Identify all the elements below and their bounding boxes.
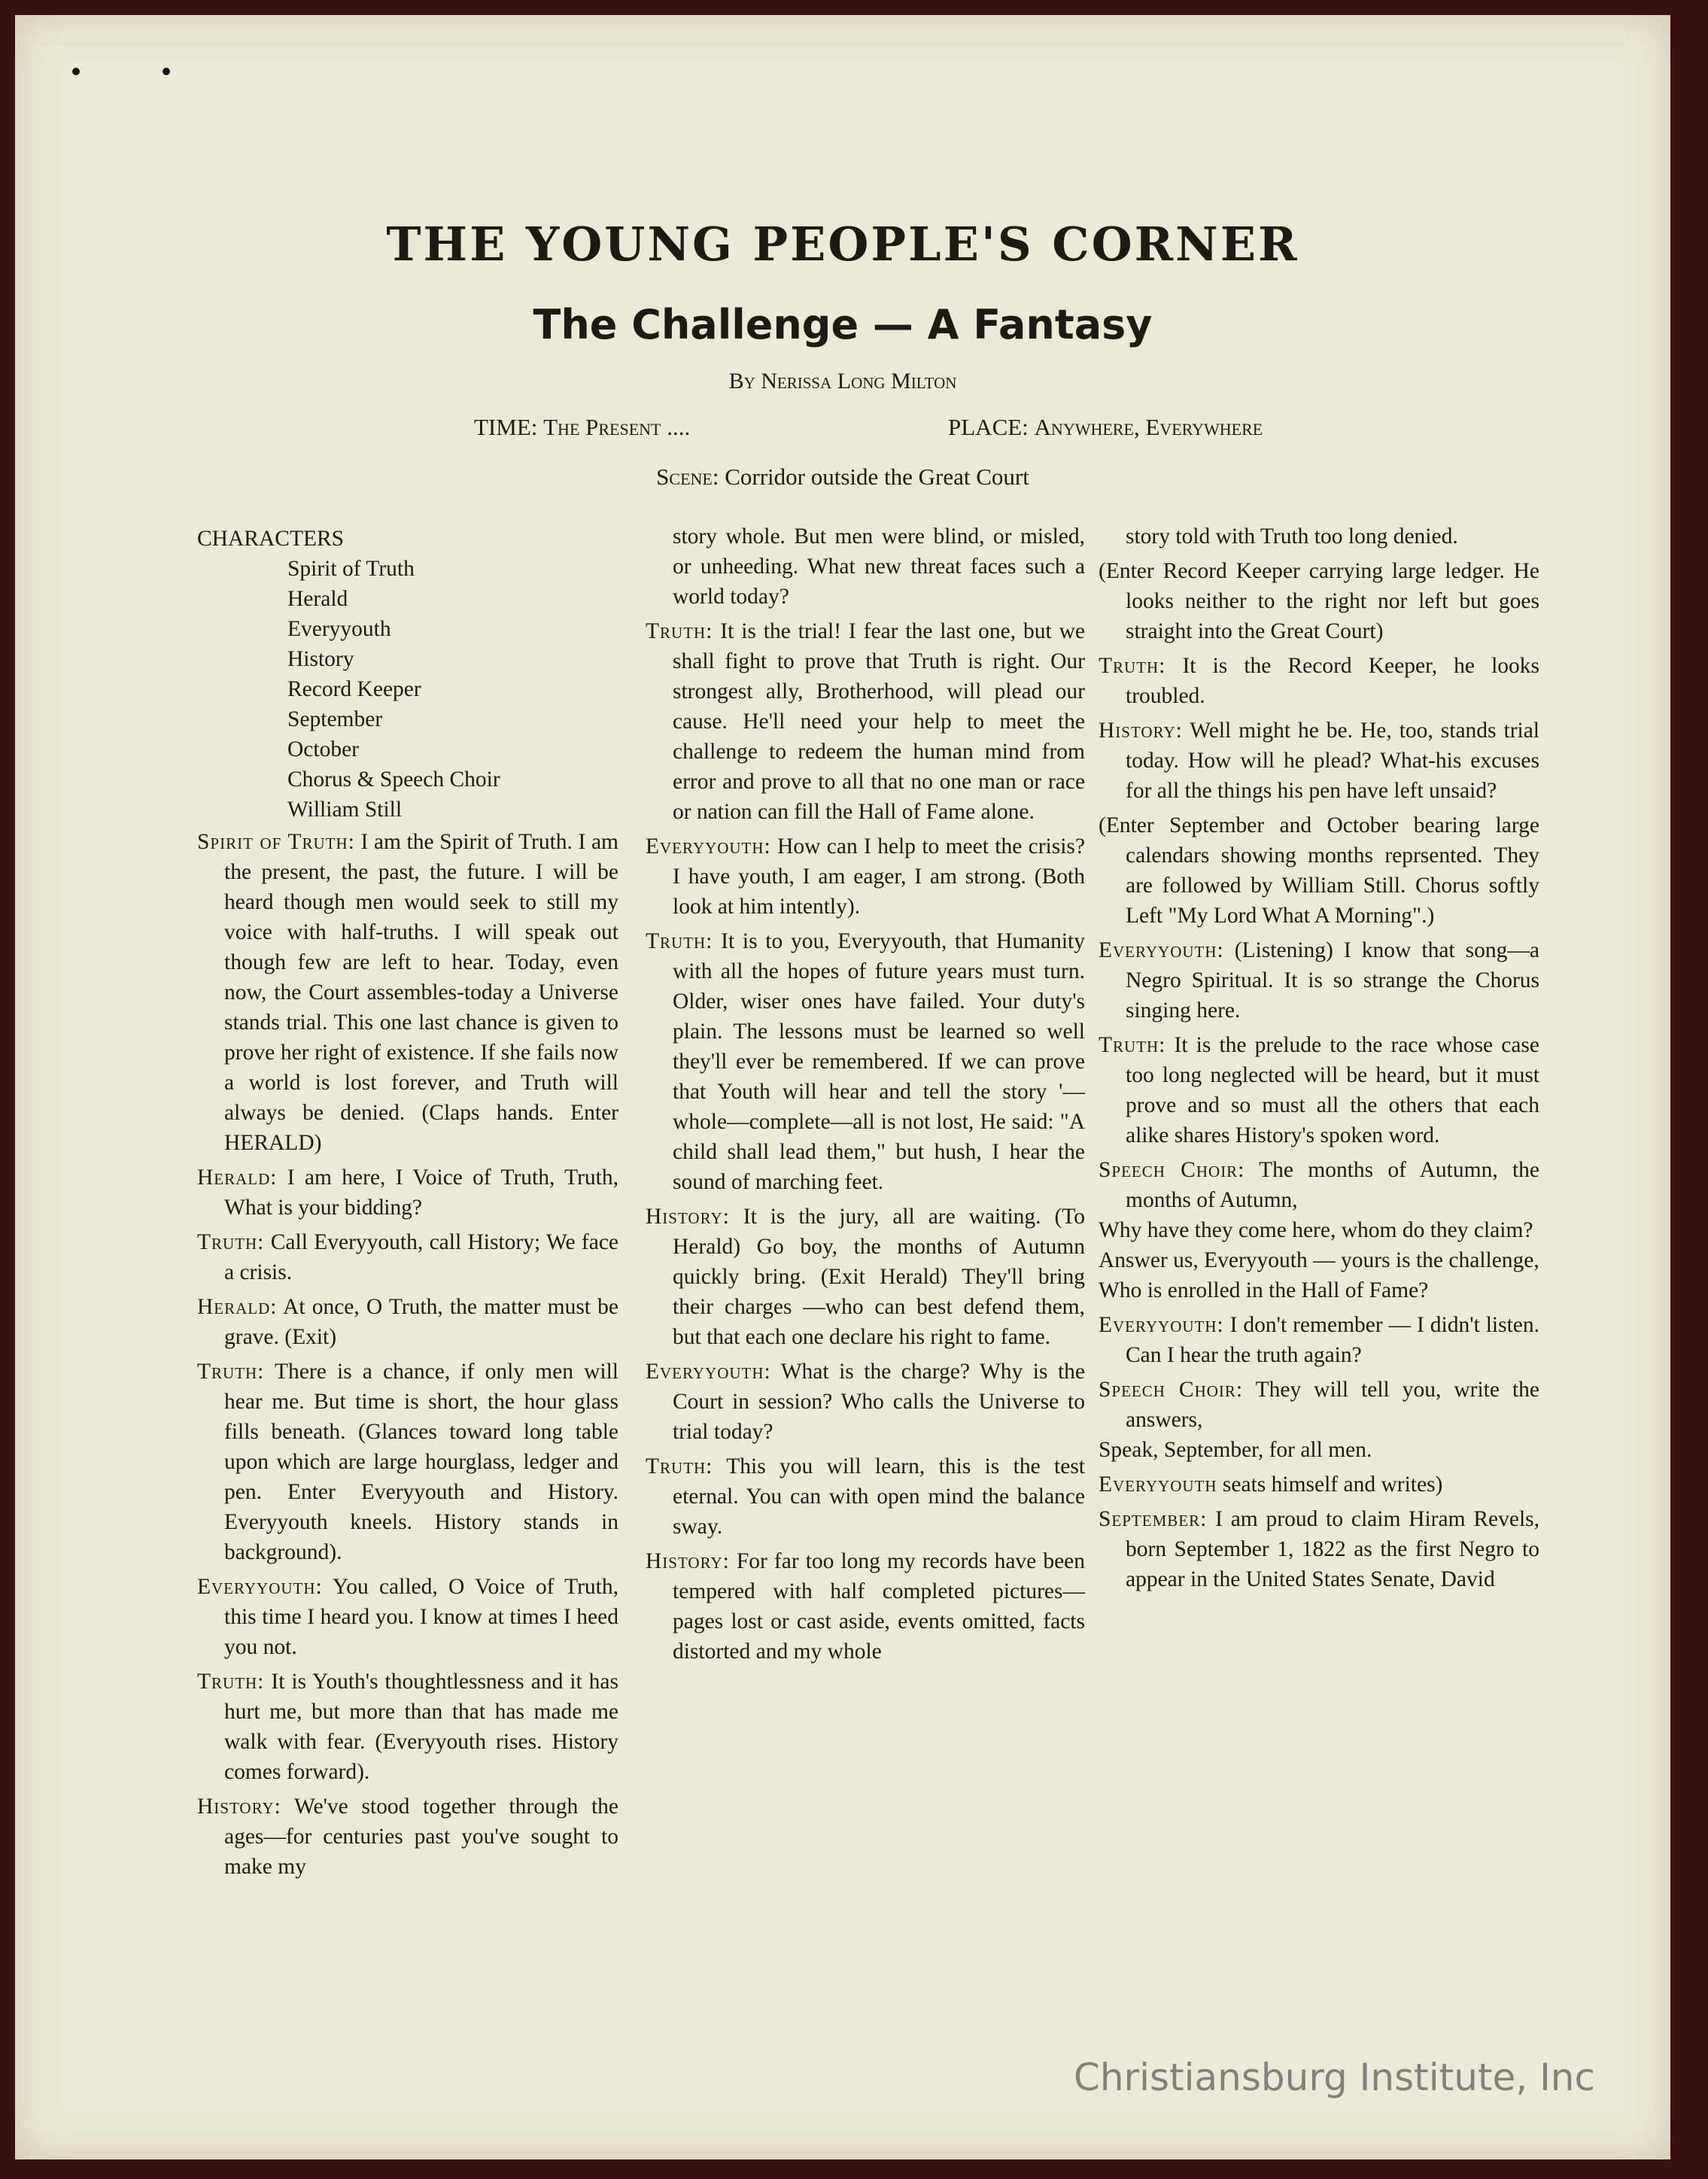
speaker: History: (197, 1795, 281, 1819)
column-1 (197, 519, 618, 1886)
dialogue-entry (1099, 1030, 1539, 1150)
dialogue-text: (Enter Record Keeper carrying large ledger. He looks neither to the right nor left but goes straight into the Great Court) (1099, 559, 1539, 643)
stage-direction (1099, 810, 1539, 931)
dialogue-text: story told with Truth too long denied. (1126, 524, 1458, 549)
dialogue-entry (197, 1792, 618, 1882)
character-name: Everyyouth (287, 617, 391, 641)
verse-line: Speak, September, for all men. (1099, 1438, 1372, 1462)
choir-verse (1099, 1375, 1539, 1465)
dialogue-text: seats himself and writes) (1222, 1472, 1443, 1497)
dialogue-text: There is a chance, if only men will hear me. But time is short, the hour glass fills beneath. (Glances toward long table upon which are large hourglass, ledger and pen. Enter Everyyouth and History. Everyyouth kneels. History stands in background). (224, 1360, 619, 1564)
speaker: History: (646, 1205, 730, 1229)
verse-line: Who is enrolled in the Hall of Fame? (1099, 1278, 1429, 1302)
time-value: The Present .... (543, 414, 691, 440)
verse-line: Why have they come here, whom do they claim? (1099, 1218, 1533, 1242)
dialogue-text: (Enter September and October bearing large calendars showing months reprsented. They are followed by William Still. Chorus softly Left "My Lord What A Morning".) (1099, 813, 1539, 928)
dialogue-text: It is the trial! I fear the last one, but we shall fight to prove that Truth is right. Our strongest ally, Brotherhood, will plead our cause. He'll need your help to meet the challenge to redeem the human mind from error and prove to all that no one man or race or nation can fill the Hall of Fame alone. (673, 619, 1086, 824)
play-title: The Challenge — A Fantasy (533, 301, 1153, 348)
stage-direction (1099, 1469, 1539, 1500)
speaker: Speech Choir: (1099, 1378, 1244, 1402)
dialogue-text: Well might he be. He, too, stands trial today. How will he plead? What-his excuses for all the things his pen have left unsaid? (1126, 719, 1539, 803)
document-page (15, 15, 1670, 2159)
speaker: Everyyouth: (646, 1360, 771, 1384)
character-name: History (287, 647, 354, 671)
dialogue-text: I am the Spirit of Truth. I am the present, the past, the future. I will be heard though men would seek to still my voice with half-truths. I will speak out though few are left to hear. Today, even now, the Court assembles-today a Universe stands trial. This one last chance is given to prove her right of existence. If she fails now a world is lost forever, and Truth will always be denied. (Claps hands. Enter HERALD) (224, 830, 618, 1155)
scene-line (15, 463, 1670, 491)
dialogue-text: story whole. But men were blind, or misled, or unheeding. What new threat faces such a world today? (673, 524, 1085, 609)
dialogue-text: What is the charge? Why is the Court in session? Who calls the Universe to trial today? (673, 1360, 1086, 1444)
byline: By Nerissa Long Milton (728, 369, 957, 394)
dialogue-entry (646, 831, 1085, 922)
dialogue-entry (1099, 935, 1539, 1026)
dialogue-entry (1099, 651, 1539, 711)
watermark: Christiansburg Institute, Inc (1073, 2056, 1595, 2099)
dialogue-text: I am proud to claim Hiram Revels, born September 1, 1822 as the first Negro to appear in the United States Senate, David (1126, 1507, 1540, 1591)
dialogue-text: (Listening) I know that song—a Negro Spiritual. It is so strange the Chorus singing here. (1126, 938, 1539, 1023)
speaker: Truth: (197, 1670, 265, 1694)
characters-heading: CHARACTERS (197, 527, 345, 551)
dialogue-entry (646, 521, 1085, 612)
dialogue-text: I don't remember — I didn't listen. Can I hear the truth again? (1126, 1313, 1539, 1367)
dialogue-text: It is the prelude to the race whose case too long neglected will be heard, but it must prove and so must all the others that each alike shares History's spoken word. (1126, 1033, 1540, 1147)
dialogue-text: We've stood together through the ages—for centuries past you've sought to make my (224, 1795, 618, 1879)
character-name: Chorus & Speech Choir (287, 767, 500, 792)
dialogue-text: Call Everyyouth, call History; We face a crisis. (224, 1230, 619, 1284)
character-name: Herald (287, 587, 348, 611)
dialogue-entry (197, 1162, 618, 1223)
speaker: Truth: (646, 929, 713, 953)
dialogue-text: How can I help to meet the crisis? I have youth, I am eager, I am strong. (Both look at him intently). (673, 834, 1086, 919)
time-label: TIME: (474, 414, 538, 440)
speaker: Speech Choir: (1099, 1158, 1245, 1182)
speaker: Truth: (646, 619, 713, 643)
speaker: Spirit of Truth: (197, 830, 355, 854)
speaker: Everyyouth: (197, 1575, 323, 1599)
dialogue-entry (646, 1202, 1085, 1352)
verse-line: They will tell you, write the answers, (1126, 1378, 1539, 1432)
dialogue-text: It is Youth's thoughtlessness and it has hurt me, but more than that has made me walk with fear. (Everyyouth rises. History comes forward). (224, 1670, 619, 1784)
dialogue-entry (646, 616, 1085, 827)
stage-direction (1099, 556, 1539, 646)
speaker: Herald: (197, 1165, 278, 1190)
character-name: Record Keeper (287, 677, 421, 701)
speaker: Truth: (197, 1230, 265, 1254)
verse-line: Answer us, Everyyouth — yours is the challenge, (1099, 1248, 1539, 1272)
speaker: History: (1099, 719, 1183, 743)
speaker: Everyyouth (1099, 1472, 1217, 1497)
character-name: October (287, 737, 360, 761)
dialogue-entry (197, 827, 618, 1158)
speaker: Truth: (646, 1454, 713, 1478)
time-line (474, 414, 690, 441)
punch-hole (163, 68, 170, 75)
punch-hole (72, 68, 80, 75)
dialogue-entry (197, 1357, 618, 1567)
speaker: Everyyouth: (1099, 938, 1224, 962)
dialogue-entry (646, 926, 1085, 1197)
dialogue-text: I am here, I Voice of Truth, Truth, What is your bidding? (224, 1165, 619, 1220)
dialogue-entry (1099, 521, 1539, 552)
dialogue-entry (197, 1667, 618, 1787)
speaker: Herald: (197, 1295, 278, 1319)
character-name: Spirit of Truth (287, 557, 415, 581)
speaker: Truth: (197, 1360, 265, 1384)
speaker: Truth: (1099, 1033, 1166, 1057)
dialogue-text: For far too long my records have been tempered with half completed pictures—pages lost or cast aside, events omitted, facts distorted and my whole (673, 1549, 1086, 1664)
dialogue-entry (646, 1357, 1085, 1447)
place-value: Anywhere, Everywhere (1034, 414, 1263, 440)
dialogue-entry (1099, 1504, 1539, 1594)
dialogue-entry (197, 1292, 618, 1352)
speaker: September: (1099, 1507, 1208, 1531)
dialogue-entry (1099, 716, 1539, 806)
dialogue-text: This you will learn, this is the test eternal. You can with open mind the balance sway. (673, 1454, 1086, 1539)
page-title: THE YOUNG PEOPLE'S CORNER (386, 217, 1299, 272)
scene-value: Corridor outside the Great Court (725, 463, 1029, 490)
character-name: September (287, 707, 383, 731)
verse-line: The months of Autumn, the months of Autumn, (1126, 1158, 1540, 1212)
dialogue-entry (197, 1572, 618, 1662)
place-line (948, 414, 1263, 441)
column-2 (646, 519, 1085, 1671)
speaker: Everyyouth: (646, 834, 771, 859)
character-name: William Still (287, 798, 403, 822)
scene-label: Scene: (656, 463, 719, 490)
column-3 (1099, 519, 1539, 1599)
dialogue-entry (646, 1546, 1085, 1667)
dialogue-entry (197, 1227, 618, 1287)
speaker: History: (646, 1549, 730, 1573)
speaker: Truth: (1099, 654, 1166, 678)
dialogue-entry (646, 1451, 1085, 1542)
choir-verse (1099, 1155, 1539, 1305)
dialogue-text: It is the jury, all are waiting. (To Herald) Go boy, the months of Autumn quickly bring. (Exit Herald) They'll bring their charges —who can best defend them, but that each one declare his right to fame. (673, 1205, 1086, 1349)
dialogue-entry (1099, 1310, 1539, 1370)
speaker: Everyyouth: (1099, 1313, 1224, 1337)
place-label: PLACE: (948, 414, 1029, 440)
dialogue-text: At once, O Truth, the matter must be grave. (Exit) (224, 1295, 618, 1349)
dialogue-text: It is to you, Everyyouth, that Humanity with all the hopes of future years must turn. Older, wiser ones have failed. Your duty's plain. The lessons must be learned so well they'll ever be remembered. If we can prove that Youth will hear and tell the story '—whole—complete—all is not lost, He said: "A child shall lead them," but hush, I hear the sound of marching feet. (673, 929, 1086, 1194)
dialogue-text: You called, O Voice of Truth, this time I heard you. I know at times I heed you not. (224, 1575, 618, 1659)
dialogue-text: It is the Record Keeper, he looks troubled. (1126, 654, 1540, 708)
